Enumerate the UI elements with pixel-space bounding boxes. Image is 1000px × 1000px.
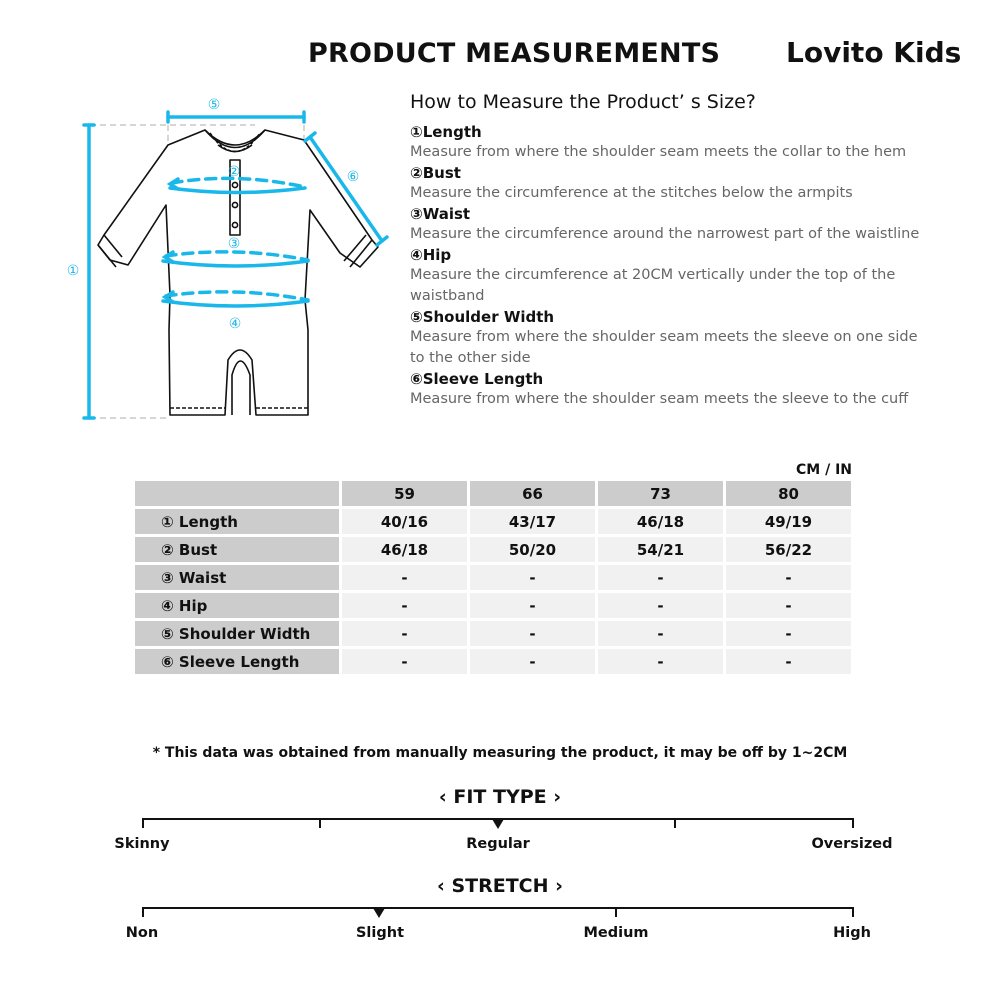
size-table [132,478,854,677]
fit-type-tick [852,818,854,828]
table-row [135,565,851,590]
measure-guide [410,122,930,410]
fit-type-tick [142,818,144,828]
size-header: 80 [726,481,851,506]
guide-item-hip [410,245,930,307]
garment-diagram [50,85,400,430]
guide-name: Waist [422,205,471,223]
guide-item-length [410,122,930,163]
stretch-label-medium: Medium [583,925,649,941]
cell-value: 40/16 [342,509,467,534]
size-header: 59 [342,481,467,506]
cell-value: - [726,565,851,590]
row-label: ① Length [135,509,339,534]
guide-name: Sleeve Length [422,370,544,388]
guide-desc: Measure from where the shoulder seam meets the collar to the hem [410,144,907,160]
row-label: ② Bust [135,537,339,562]
brand-logo: Lovito Kids [786,36,962,69]
table-row [135,509,851,534]
cell-value: - [726,649,851,674]
cell-value: - [598,593,723,618]
table-row [135,593,851,618]
guide-num: ① [410,123,423,141]
cell-value: 50/20 [470,537,595,562]
cell-value: - [342,621,467,646]
cell-value: 43/17 [470,509,595,534]
cell-value: - [342,649,467,674]
row-label: ③ Waist [135,565,339,590]
row-label: ⑤ Shoulder Width [135,621,339,646]
cell-value: - [598,649,723,674]
guide-item-sleeve-length [410,369,930,410]
size-header-row [135,481,851,506]
guide-desc: Measure from where the shoulder seam meets the sleeve on one side to the other side [410,329,918,366]
fit-type-tick [319,818,321,828]
guide-item-shoulder-width [410,307,930,369]
stretch-tick [852,907,854,917]
measurement-note: * This data was obtained from manually measuring the product, it may be off by 1~2CM [152,745,848,761]
fit-type-label-skinny: Skinny [114,836,170,852]
label-5: ⑤ [207,97,221,113]
fit-type-marker-icon [492,819,504,829]
guide-num: ④ [410,246,423,264]
fit-type-title: ‹ FIT TYPE › [438,786,562,808]
page-title: PRODUCT MEASUREMENTS [308,38,721,69]
guide-num: ③ [410,205,423,223]
guide-num: ② [410,164,423,182]
stretch-label-slight: Slight [355,925,405,941]
guide-desc: Measure the circumference at 20CM vertically under the top of the waistband [410,267,896,304]
stretch-label-high: High [833,925,871,941]
stretch-tick [142,907,144,917]
guide-desc: Measure the circumference at the stitches below the armpits [410,185,853,201]
label-1: ① [66,263,80,279]
cell-value: 46/18 [342,537,467,562]
guide-item-waist [410,204,930,245]
table-row [135,649,851,674]
cell-value: - [470,565,595,590]
cell-value: - [598,621,723,646]
cell-value: - [470,649,595,674]
guide-num: ⑤ [410,308,423,326]
cell-value: - [598,565,723,590]
stretch-line [142,907,854,909]
cell-value: - [342,593,467,618]
stretch-tick [615,907,617,917]
cell-value: 54/21 [598,537,723,562]
table-row [135,537,851,562]
fit-type-tick [674,818,676,828]
cell-value: - [726,621,851,646]
table-row [135,621,851,646]
guide-desc: Measure from where the shoulder seam meets the sleeve to the cuff [410,391,909,407]
label-6: ⑥ [346,169,360,185]
row-label: ⑥ Sleeve Length [135,649,339,674]
cell-value: 49/19 [726,509,851,534]
guide-num: ⑥ [410,370,423,388]
fit-type-scale [114,818,893,858]
corner-cell [135,481,339,506]
stretch-marker-icon [373,908,385,918]
cell-value: - [726,593,851,618]
stretch-label-non: Non [125,925,159,941]
label-4: ④ [228,316,242,332]
guide-name: Bust [422,164,461,182]
stretch-title: ‹ STRETCH › [437,875,563,897]
row-label: ④ Hip [135,593,339,618]
guide-name: Hip [422,246,452,264]
guide-item-bust [410,163,930,204]
label-3: ③ [227,236,241,252]
cell-value: 46/18 [598,509,723,534]
size-header: 66 [470,481,595,506]
guide-name: Length [422,123,482,141]
fit-type-label-regular: Regular [466,836,530,852]
cell-value: - [470,593,595,618]
size-header: 73 [598,481,723,506]
cell-value: - [342,565,467,590]
fit-type-label-oversized: Oversized [811,836,893,852]
stretch-scale [125,907,871,947]
cell-value: 56/22 [726,537,851,562]
guide-desc: Measure the circumference around the narrowest part of the waistline [410,226,920,242]
guide-title: How to Measure the Product’ s Size? [410,91,756,113]
guide-name: Shoulder Width [422,308,555,326]
unit-label: CM / IN [796,462,852,478]
label-2: ② [227,164,241,180]
cell-value: - [470,621,595,646]
